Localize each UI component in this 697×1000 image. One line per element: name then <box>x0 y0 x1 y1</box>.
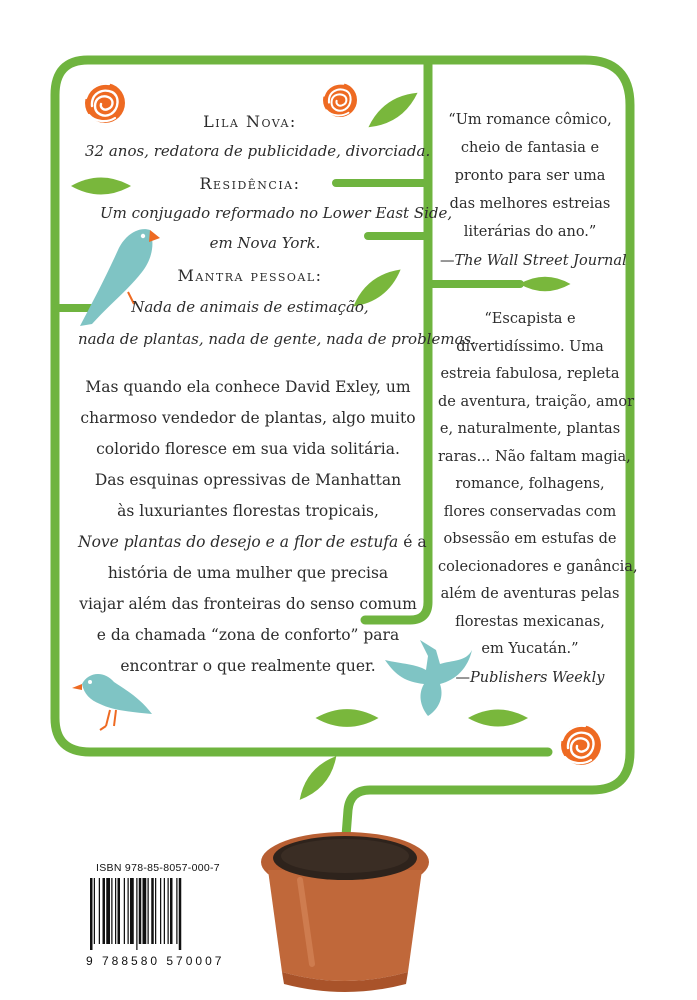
rose-icon <box>85 83 125 123</box>
name-value: 32 anos, redatora de publicidade, divorciada. <box>85 142 431 160</box>
residence-value: Um conjugado reformado no Lower East Side, <box>100 204 453 222</box>
leaf-icon <box>520 277 571 291</box>
synopsis-line: Mas quando ela conhece David Exley, um <box>85 378 411 396</box>
synopsis-line: encontrar o que realmente quer. <box>120 657 376 675</box>
barcode-digits: 9 788580 570007 <box>86 954 225 968</box>
barcode-icon <box>88 878 238 950</box>
quote-line: “Um romance cômico, <box>448 112 612 128</box>
leaf-icon <box>468 710 528 727</box>
synopsis-line: Das esquinas opressivas de Manhattan <box>94 471 402 489</box>
synopsis-line: charmoso vendedor de plantas, algo muito <box>80 409 416 427</box>
leaf-icon <box>71 178 131 195</box>
flower-pot-icon <box>261 832 429 992</box>
synopsis <box>78 372 427 682</box>
quote-line: das melhores estreias <box>449 196 611 212</box>
leaf-icon <box>316 709 379 727</box>
leaf-icon <box>364 86 423 134</box>
book-title: Nove plantas do desejo e a flor de estufa <box>78 533 399 551</box>
residence-label: Residência: <box>199 174 301 193</box>
bird-icon <box>72 674 152 730</box>
synopsis-line <box>78 527 427 558</box>
synopsis-line: história de uma mulher que precisa <box>107 564 389 582</box>
quote-line: cheio de fantasia e <box>460 140 600 156</box>
synopsis-line-rest: é a <box>398 533 427 551</box>
review-quote-2 <box>438 306 638 692</box>
quote-line: além de aventuras pelas <box>440 586 620 602</box>
residence-value: em Nova York. <box>209 234 321 252</box>
quote-line: pronto para ser uma <box>454 168 606 184</box>
quote-line: em Yucatán.” <box>481 641 579 657</box>
quote-line: raras... Não faltam magia, <box>438 448 631 465</box>
quote-line: de aventura, traição, amor <box>438 393 634 410</box>
name-label: Lila Nova: <box>203 112 297 131</box>
quote-line: obsessão em estufas de <box>443 531 617 547</box>
quote-line: colecionadores e ganância, <box>438 558 638 575</box>
review-quote-1 <box>440 106 627 276</box>
synopsis-line: e da chamada “zona de conforto” para <box>96 626 400 644</box>
isbn-text: ISBN 978-85-8057-000-7 <box>96 862 220 874</box>
quote-line: “Escapista e <box>484 311 576 327</box>
leaf-icon <box>293 751 342 805</box>
quote-line: romance, folhagens, <box>455 476 605 492</box>
mantra-value: nada de plantas, nada de gente, nada de problemas. <box>78 330 476 348</box>
quote-line: florestas mexicanas, <box>455 613 605 630</box>
mantra-label: Mantra pessoal: <box>177 266 323 285</box>
quote-line: flores conservadas com <box>443 503 617 520</box>
mantra-value: Nada de animais de estimação, <box>131 298 369 316</box>
synopsis-line: às luxuriantes florestas tropicais, <box>117 502 379 520</box>
quote-source: —The Wall Street Journal <box>440 253 627 269</box>
synopsis-line: viajar além das fronteiras do senso comum <box>79 595 417 613</box>
quote-line: e, naturalmente, plantas <box>439 421 621 437</box>
quote-line: estreia fabulosa, repleta <box>440 366 620 382</box>
rose-icon <box>561 725 601 765</box>
quote-line: literárias do ano.” <box>463 224 597 240</box>
quote-source: —Publishers Weekly <box>455 669 605 686</box>
synopsis-line: colorido floresce em sua vida solitária. <box>96 440 400 458</box>
quote-line: divertidíssimo. Uma <box>456 338 604 355</box>
